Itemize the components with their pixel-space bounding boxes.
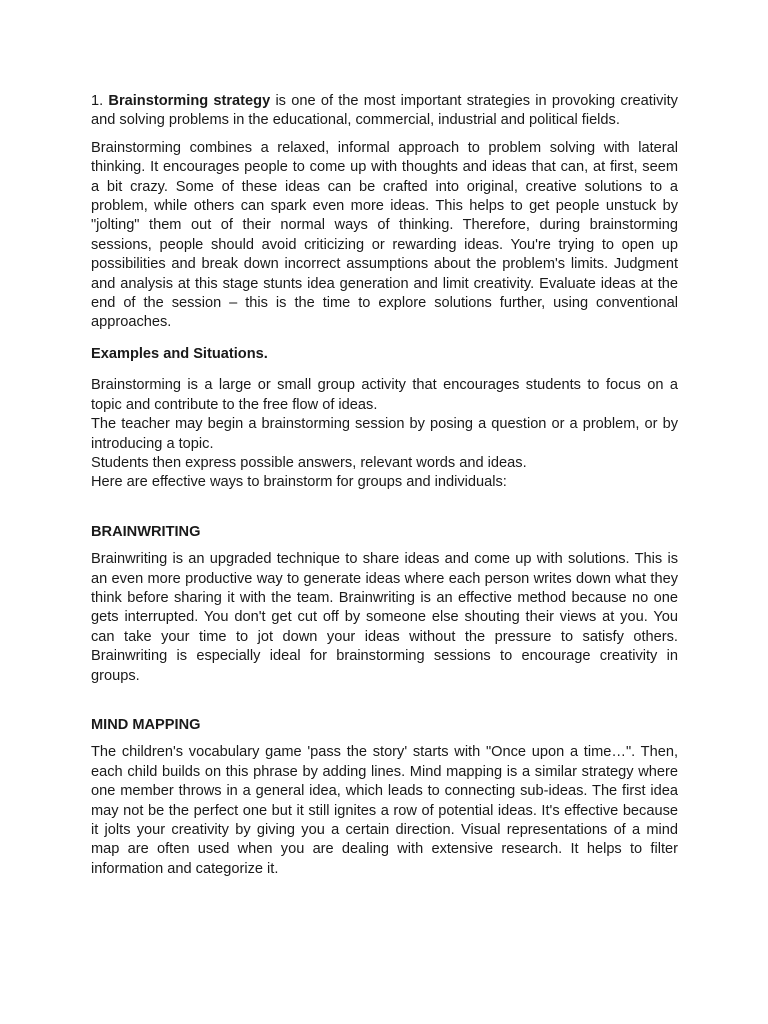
document-page — [91, 92, 678, 879]
brainstorming-description: Brainstorming combines a relaxed, informal approach to problem solving with lateral thinking. It encourages people to come up with thoughts and ideas that can, at first, seem a bit crazy. Some of these ideas can be crafted into original, creative solutions to a problem, while others can spark even more ideas. This helps to get people unstuck by "jolting" them out of their normal ways of thinking. Therefore, during brainstorming sessions, people should avoid criticizing or rewarding ideas. You're trying to open up possibilities and break down incorrect assumptions about the problem's limits. Judgment and analysis at this stage stunts idea generation and limit creativity. Evaluate ideas at the end of the session – this is the time to explore solutions further, using conventional approaches. — [91, 139, 678, 331]
brainwriting-heading: BRAINWRITING — [91, 523, 201, 540]
mind-mapping-heading: MIND MAPPING — [91, 716, 201, 733]
examples-line: The teacher may begin a brainstorming session by posing a question or a problem, or by introducing a topic. — [91, 416, 678, 452]
examples-line: Here are effective ways to brainstorm for groups and individuals: — [91, 474, 507, 491]
mind-mapping-text: The children's vocabulary game 'pass the story' starts with "Once upon a time…". Then, each child builds on this phrase by adding lines. Mind mapping is a similar strategy where one member throws in a general idea, which leads to connecting sub-ideas. The first idea may not be the perfect one but it still ignites a row of potential ideas. It's effective because it jolts your creativity by giving you a certain direction. Visual representations of a mind map are often used when you are dealing with extensive research. It helps to filter information and categorize it. — [91, 744, 678, 877]
intro-term: Brainstorming strategy — [108, 93, 271, 109]
brainwriting-text: Brainwriting is an upgraded technique to share ideas and come up with solutions. This is an even more productive way to generate ideas where each person writes down what they think before sharing it with the team. Brainwriting is an effective method because no one gets interrupted. You don't get cut off by someone else shouting their views at you. You can take your time to jot down your ideas without the pressure to satisfy others. Brainwriting is especially ideal for brainstorming sessions to encourage creativity in groups. — [91, 551, 678, 684]
examples-line: Students then express possible answers, relevant words and ideas. — [91, 454, 527, 471]
intro-number: 1. — [91, 93, 104, 109]
examples-block — [91, 376, 678, 492]
intro-rest: is one of the most important strategies in provoking creativity and solving problems in the educational, commercial, industrial and political fields. — [91, 93, 678, 129]
intro-paragraph — [91, 92, 678, 131]
examples-heading: Examples and Situations. — [91, 345, 268, 362]
examples-line: Brainstorming is a large or small group activity that encourages students to focus on a topic and contribute to the free flow of ideas. — [91, 377, 678, 413]
